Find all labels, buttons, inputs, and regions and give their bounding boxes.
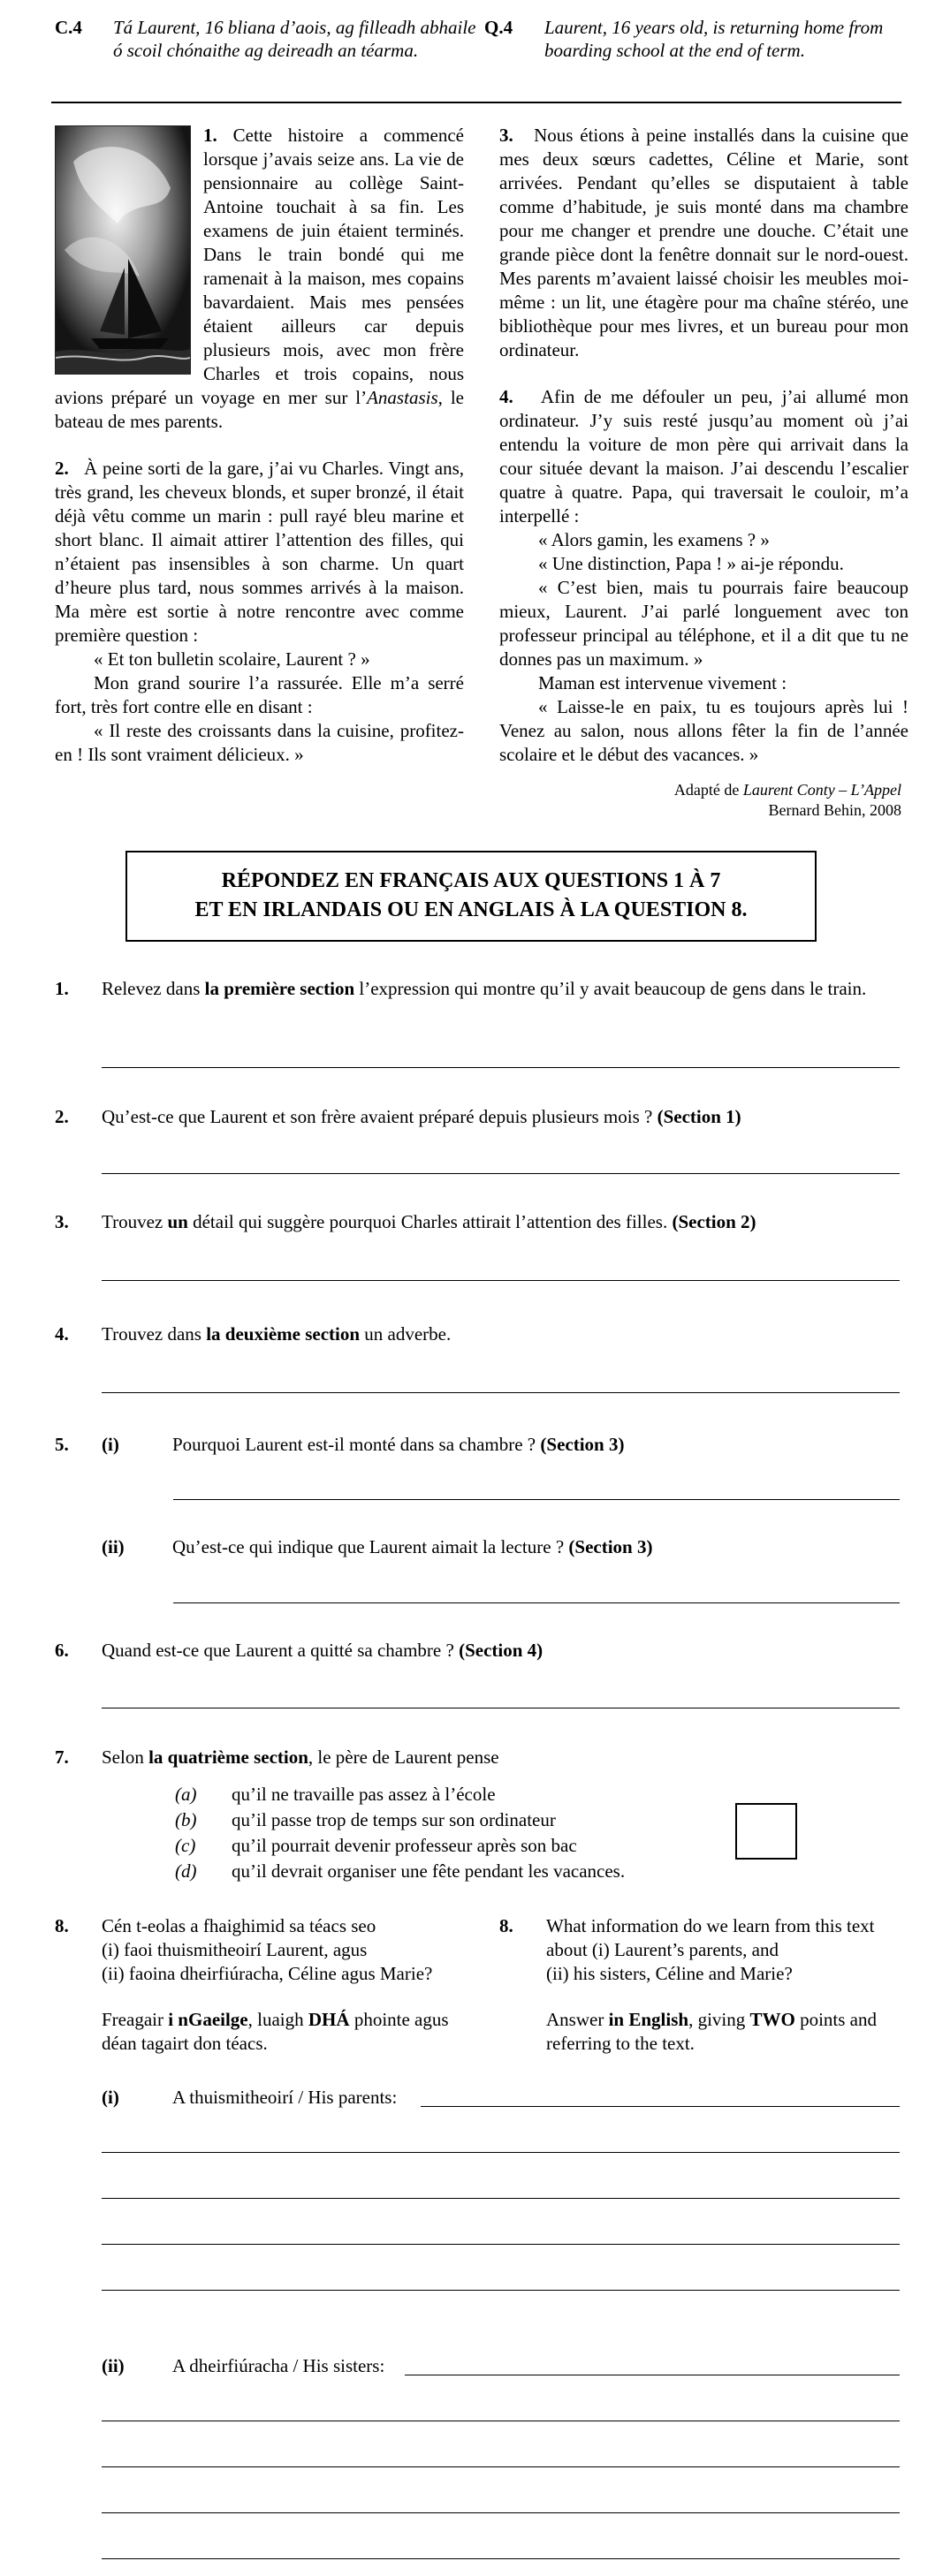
section-2-text-b: « Et ton bulletin scolaire, Laurent ? » <box>94 648 370 670</box>
question-3-text-b: un <box>167 1211 188 1232</box>
source-title: Laurent Conty – L’Appel <box>742 781 901 799</box>
option-c-text: qu’il pourrait devenir professeur après son bac <box>232 1835 577 1856</box>
question-4-text-b: la deuxième section <box>206 1323 361 1345</box>
question-4-text-a: Trouvez dans <box>102 1323 207 1345</box>
question-8-ii-text: A dheirfiúracha / His sisters: <box>172 2355 385 2376</box>
answer-line-q5-i[interactable] <box>173 1499 900 1500</box>
question-8-english-instr-a: Answer <box>546 2009 609 2030</box>
source-prefix: Adapté de <box>673 781 743 799</box>
question-1-text-a: Relevez dans <box>102 978 205 999</box>
question-5-ii-text: Qu’est-ce qui indique que Laurent aimait la lecture ? <box>172 1536 569 1557</box>
question-7-text-a: Selon <box>102 1746 149 1768</box>
question-8-irish-instr-b: i nGaeilge <box>168 2009 248 2030</box>
question-2-text-a: Qu’est-ce que Laurent et son frère avaient préparé depuis plusieurs mois ? <box>102 1106 658 1127</box>
text-column-left <box>55 124 464 790</box>
option-a-text: qu’il ne travaille pas assez à l’école <box>232 1784 496 1805</box>
answer-line-q8-i-3[interactable] <box>102 2198 900 2199</box>
question-7-text-b: la quatrième section <box>148 1746 308 1768</box>
section-4-text-f: « Laisse-le en paix, tu es toujours après lui ! Venez au salon, nous allons fêter la fin de l’année scolaire et le début des vacances. » <box>499 696 908 765</box>
question-8-irish-line-1: Cén t-eolas a fhaighimid sa téacs seo <box>102 1915 376 1936</box>
section-4-number: 4. <box>499 386 513 407</box>
question-8-irish-line-3: (ii) faoina dheirfiúracha, Céline agus Marie? <box>102 1963 433 1984</box>
question-7-number: 7. <box>55 1746 69 1768</box>
question-8-irish-instr-e: phointe agus déan tagairt don téacs. <box>102 2009 449 2054</box>
question-5-ii-section: (Section 3) <box>568 1536 653 1557</box>
section-1-text-end: , le bateau de mes parents. <box>55 387 464 432</box>
question-4-text-c: un adverbe. <box>360 1323 452 1345</box>
section-2 <box>55 457 464 767</box>
question-8-irish-instr-a: Freagair <box>102 2009 169 2030</box>
answer-line-q8-i-5[interactable] <box>102 2290 900 2291</box>
question-5-i-section: (Section 3) <box>540 1434 625 1455</box>
question-5-i-text: Pourquoi Laurent est-il monté dans sa chambre ? <box>172 1434 541 1455</box>
section-3 <box>499 124 908 362</box>
section-2-text-d: « Il reste des croissants dans la cuisine, profitez-en ! Ils sont vraiment délicieux. » <box>55 720 464 765</box>
question-5-number: 5. <box>55 1434 69 1455</box>
question-5-i-label: (i) <box>102 1434 119 1455</box>
instruction-line-1: RÉPONDEZ EN FRANÇAIS AUX QUESTIONS 1 À 7 <box>221 869 721 892</box>
option-d-letter: (d) <box>175 1860 197 1882</box>
sailboat-illustration-icon <box>56 126 190 374</box>
question-8-english-instr-e: points and referring to the text. <box>546 2009 877 2054</box>
section-4-text-a: Afin de me défouler un peu, j’ai allumé mon ordinateur. J’y suis resté jusqu’au moment où j’ai entendu la voiture de mon père qui arrivait dans la cour située devant la maison. J’ai descendu l’escalier quatre à quatre. Papa, qui traversait le couloir, m’a interpellé : <box>499 386 909 527</box>
question-8-irish-line-2: (i) faoi thuismitheoirí Laurent, agus <box>102 1939 368 1960</box>
section-3-text: Nous étions à peine installés dans la cuisine que mes deux sœurs cadettes, Céline et Marie, sont arrivées. Pendant qu’elles se disputaient à table comme d’habitude, je suis monté dans ma chambre pour me changer et prendre une douche. C’était une grande pièce dont la fenêtre donnait sur le nord-ouest. Mes parents m’avaient laissé choisir les meubles moi-même : un lit, une étagère pour ma chaîne stéréo, une bibliothèque pour mes livres, et un bureau pour mon ordinateur. <box>499 125 909 360</box>
question-8-english-line-1: What information do we learn from this text about (i) Laurent’s parents, and <box>546 1915 875 1960</box>
section-1 <box>55 124 464 434</box>
text-column-right <box>499 124 908 790</box>
question-8-english-instr-b: in English <box>608 2009 689 2030</box>
answer-line-q2[interactable] <box>102 1173 900 1174</box>
instruction-box <box>125 851 817 942</box>
answer-line-q8-ii-3[interactable] <box>102 2466 900 2467</box>
header-divider <box>51 102 901 103</box>
section-3-number: 3. <box>499 125 513 146</box>
section-4-text-e: Maman est intervenue vivement : <box>538 672 787 693</box>
question-6-text: Quand est-ce que Laurent a quitté sa chambre ? <box>102 1640 460 1661</box>
section-4-text-c: « Une distinction, Papa ! » ai-je répondu. <box>538 553 844 574</box>
question-8-english-instr-c: , giving <box>688 2009 750 2030</box>
option-c-letter: (c) <box>175 1835 196 1856</box>
question-intro-irish: Tá Laurent, 16 bliana d’aois, ag filleadh abhaile ó scoil chónaithe ag deireadh an téarma. <box>113 17 476 61</box>
section-4-text-d: « C’est bien, mais tu pourrais faire beaucoup mieux, Laurent. J’ai parlé longuement avec ton professeur principal au téléphone, et il a dit que tu ne donnes pas un maximum. » <box>499 577 908 670</box>
answer-line-q8-i-1[interactable] <box>421 2106 900 2107</box>
section-4-text-b: « Alors gamin, les examens ? » <box>538 529 770 550</box>
question-7-text-c: , le père de Laurent pense <box>308 1746 499 1768</box>
section-4 <box>499 385 908 767</box>
source-attribution <box>674 780 901 821</box>
question-number-english: Q.4 <box>484 17 513 38</box>
question-2-section: (Section 1) <box>657 1106 741 1127</box>
question-8-i-text: A thuismitheoirí / His parents: <box>172 2087 398 2108</box>
question-1-text-b: la première section <box>204 978 355 999</box>
option-b-letter: (b) <box>175 1809 197 1830</box>
question-intro-english: Laurent, 16 years old, is returning home from boarding school at the end of term. <box>544 17 884 61</box>
question-8-number-english: 8. <box>499 1915 513 1936</box>
question-8-number-irish: 8. <box>55 1915 69 1936</box>
answer-line-q8-i-4[interactable] <box>102 2244 900 2245</box>
question-8-english-instr-d: TWO <box>749 2009 795 2030</box>
question-5-ii-label: (ii) <box>102 1536 125 1557</box>
section-1-text: Cette histoire a commencé lorsque j’avais seize ans. La vie de pensionnaire au collège Saint-Antoine touchait à sa fin. Les examens de juin étaient terminés. Dans le train bondé qui me ramenait à la maison, mes copains bavardaient. Mais mes pensées étaient ailleurs car depuis plusieurs mois, avec mon frère Charles et trois copains, nous avions préparé un voyage en mer sur l’ <box>55 125 464 408</box>
answer-line-q5-ii[interactable] <box>173 1602 900 1603</box>
question-3-text-c: détail qui suggère pourquoi Charles attirait l’attention des filles. <box>187 1211 673 1232</box>
question-8-i-label: (i) <box>102 2087 119 2108</box>
answer-box-q7[interactable] <box>735 1803 797 1860</box>
question-8-english-line-2: (ii) his sisters, Céline and Marie? <box>546 1963 793 1984</box>
answer-line-q8-ii-4[interactable] <box>102 2512 900 2513</box>
section-1-number: 1. <box>203 125 217 146</box>
answer-line-q3[interactable] <box>102 1280 900 1281</box>
section-2-number: 2. <box>55 458 69 479</box>
option-a-letter: (a) <box>175 1784 197 1805</box>
question-2-number: 2. <box>55 1106 69 1127</box>
question-8-irish-instr-d: DHÁ <box>308 2009 350 2030</box>
question-3-number: 3. <box>55 1211 69 1232</box>
section-2-text-a: À peine sorti de la gare, j’ai vu Charles. Vingt ans, très grand, les cheveux blonds, et super bronzé, il était déjà vêtu comme un marin : pull rayé bleu marine et short blanc. Il aimait attirer l’attention des filles, qui n’étaient pas insensibles à son charme. Un quart d’heure plus tard, nous sommes arrivés à la maison. Ma mère est sortie à notre rencontre avec comme première question : <box>55 458 465 646</box>
question-8-ii-label: (ii) <box>102 2355 125 2376</box>
question-number-irish: C.4 <box>55 17 82 38</box>
boat-name: Anastasis <box>367 387 438 408</box>
section-2-text-c: Mon grand sourire l’a rassurée. Elle m’a serré fort, très fort contre elle en disant : <box>55 672 464 717</box>
question-4-number: 4. <box>55 1323 69 1345</box>
question-8-irish-instr-c: , luaigh <box>247 2009 308 2030</box>
option-b-text: qu’il passe trop de temps sur son ordinateur <box>232 1809 556 1830</box>
answer-line-q1[interactable] <box>102 1067 900 1068</box>
instruction-line-2: ET EN IRLANDAIS OU EN ANGLAIS À LA QUESTION 8. <box>194 898 748 921</box>
option-d-text: qu’il devrait organiser une fête pendant les vacances. <box>232 1860 626 1882</box>
question-3-text-a: Trouvez <box>102 1211 168 1232</box>
sailboat-picture <box>55 125 191 375</box>
source-author: Bernard Behin, 2008 <box>768 801 901 819</box>
question-1-text-c: l’expression qui montre qu’il y avait beaucoup de gens dans le train. <box>354 978 867 999</box>
answer-line-q8-i-2[interactable] <box>102 2152 900 2153</box>
answer-line-q4[interactable] <box>102 1392 900 1393</box>
question-3-section: (Section 2) <box>672 1211 756 1232</box>
question-6-section: (Section 4) <box>459 1640 544 1661</box>
question-1-number: 1. <box>55 978 69 999</box>
question-6-number: 6. <box>55 1640 69 1661</box>
answer-line-q8-ii-5[interactable] <box>102 2558 900 2559</box>
